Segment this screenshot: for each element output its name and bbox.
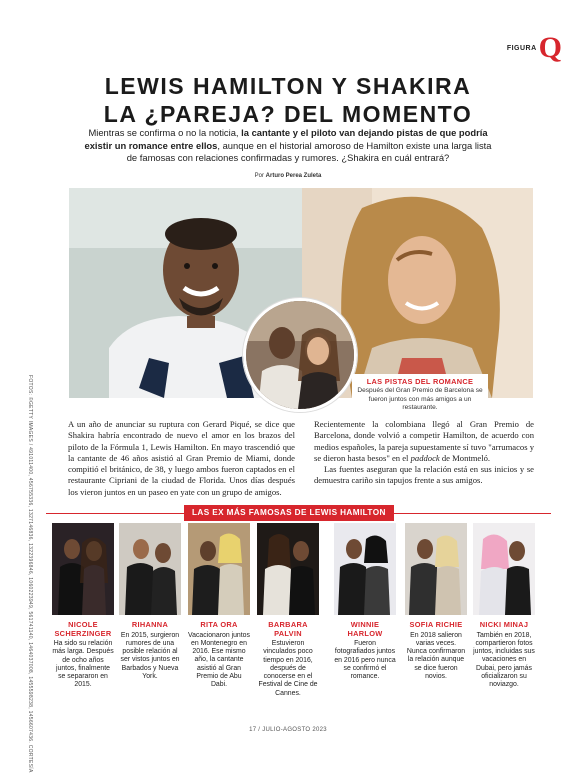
ex-name: NICKI MINAJ [479, 620, 529, 629]
ex-text: Ha sido su relación más larga. Después de ocho años juntos, finalmente se separaron en 2015. [52, 640, 114, 689]
inset-caption-heading: LAS PISTAS DEL ROMANCE [366, 377, 474, 386]
col2-italic: paddock [410, 452, 440, 463]
byline-prefix: Por [254, 173, 266, 179]
ex-photo [52, 523, 114, 615]
section-logo-q: Q [538, 31, 562, 64]
inset-couple-photo [243, 298, 357, 412]
body-column-2 [314, 419, 534, 487]
title-line-2: LA ¿PAREJA? DEL MOMENTO [103, 101, 473, 127]
ex-text: Estuvieron vinculados poco tiempo en 2016, después de conocerse en el Festival de Cine de Cannes. [258, 640, 318, 697]
section-brand [506, 31, 562, 64]
ex-name: RITA ORA [200, 620, 238, 629]
ex-photo [257, 523, 319, 615]
col2-text-b: de Montmeló. [439, 452, 491, 463]
ex-photo [405, 523, 467, 615]
col2-text-a: Recientemente la colombiana llegó al Gran Premio de Barcelona, donde volvió a competir Hamilton, de acuerdo con medios españoles, la pareja supuestamente sí tuvo "arrumacos y se dieron hasta besos" en el [314, 419, 534, 463]
inset-caption-text: Después del Gran Premio de Barcelona se fueron juntos con más amigos a un restaurante. [357, 387, 483, 411]
body-paragraph: A un año de anunciar su ruptura con Gerard Piqué, se dice que Shakira habría encontrado de nuevo el amor en los brazos del piloto de la Fórmula 1, Lewis Hamilton. En mayo trascendió que la cantante de 46 años asistió al Gran Premio de Miami, donde compitió el británico, de 38, y luego ambos fueron captados en el restaurante Cipriani de la ciudad de Florida. Unos días después los vieron juntos en un paseo en yate con un grupo de amigos. [68, 419, 295, 497]
ex-photo [473, 523, 535, 615]
inset-caption [352, 374, 488, 417]
ex-name: NICOLE SCHERZINGER [54, 620, 112, 638]
ex-name: RIHANNA [131, 620, 169, 629]
ex-card [188, 523, 250, 690]
ex-card [405, 523, 467, 681]
ex-card [52, 523, 114, 690]
ex-photo [119, 523, 181, 615]
ex-card [334, 523, 396, 681]
lede-part-1: Mientras se confirma o no la noticia, [88, 127, 242, 138]
ex-card [257, 523, 319, 698]
body-column-1 [68, 419, 295, 498]
inset-illustration [246, 301, 354, 409]
ex-card [473, 523, 535, 690]
ex-name: SOFIA RICHIE [409, 620, 463, 629]
page-folio: 17 / JULIO-AGOSTO 2023 [249, 727, 327, 733]
ex-text: Vacacionaron juntos en Montenegro en 2016. Ese mismo año, la cantante asistió al Gran Premio de Abu Dabi. [188, 631, 250, 689]
article-lede [78, 127, 498, 165]
ex-card [119, 523, 181, 681]
article-title [0, 72, 576, 128]
title-line-1: LEWIS HAMILTON Y SHAKIRA [104, 73, 472, 99]
ex-name: WINNIE HARLOW [347, 620, 383, 638]
ex-text: En 2018 salieron varias veces. Nunca confirmaron la relación aunque se dice fueron novios. [406, 631, 466, 680]
photo-credits [25, 375, 35, 773]
body-paragraph: Las fuentes aseguran que la relación está en sus inicios y se demuestra cariño sin tapujos frente a sus amigos. [314, 464, 534, 486]
photo-credits-text: FOTOS: ©GETTY IMAGES / 491011400, 456755336, 1327146836, 1322396846, 1060223949, 561741140, 1464037008, 1455598238, 1456607436. CORTESÍA [27, 375, 33, 773]
section-word: FIGURA [506, 44, 537, 52]
byline [0, 173, 576, 179]
ex-name: BARBARA PALVIN [268, 620, 308, 638]
byline-author: Arturo Perea Zuleta [265, 173, 322, 179]
ex-text: También en 2018, compartieron fotos juntos, incluidas sus vacaciones en Dubai, pero jamás oficializaron su noviazgo. [473, 631, 535, 689]
ex-photo [334, 523, 396, 615]
lede-highlight: la cantante y el piloto van dejando pistas de que podría existir un romance entre ellos [84, 127, 488, 151]
exes-heading: LAS EX MÁS FAMOSAS DE LEWIS HAMILTON [184, 505, 394, 521]
body-paragraph [314, 419, 534, 464]
lede-part-2: , aunque en el historial amoroso de Hamilton existe una larga lista de famosas con relaciones confirmadas y rumores. ¿Shakira en cuál entrará? [126, 139, 492, 164]
exes-heading-bar [46, 505, 551, 521]
ex-text: Fueron fotografiados juntos en 2016 pero nunca se confirmó el romance. [334, 640, 396, 681]
ex-text: En 2015, surgieron rumores de una posible relación al ser vistos juntos en Barbados y Nueva York. [120, 631, 180, 680]
ex-photo [188, 523, 250, 615]
